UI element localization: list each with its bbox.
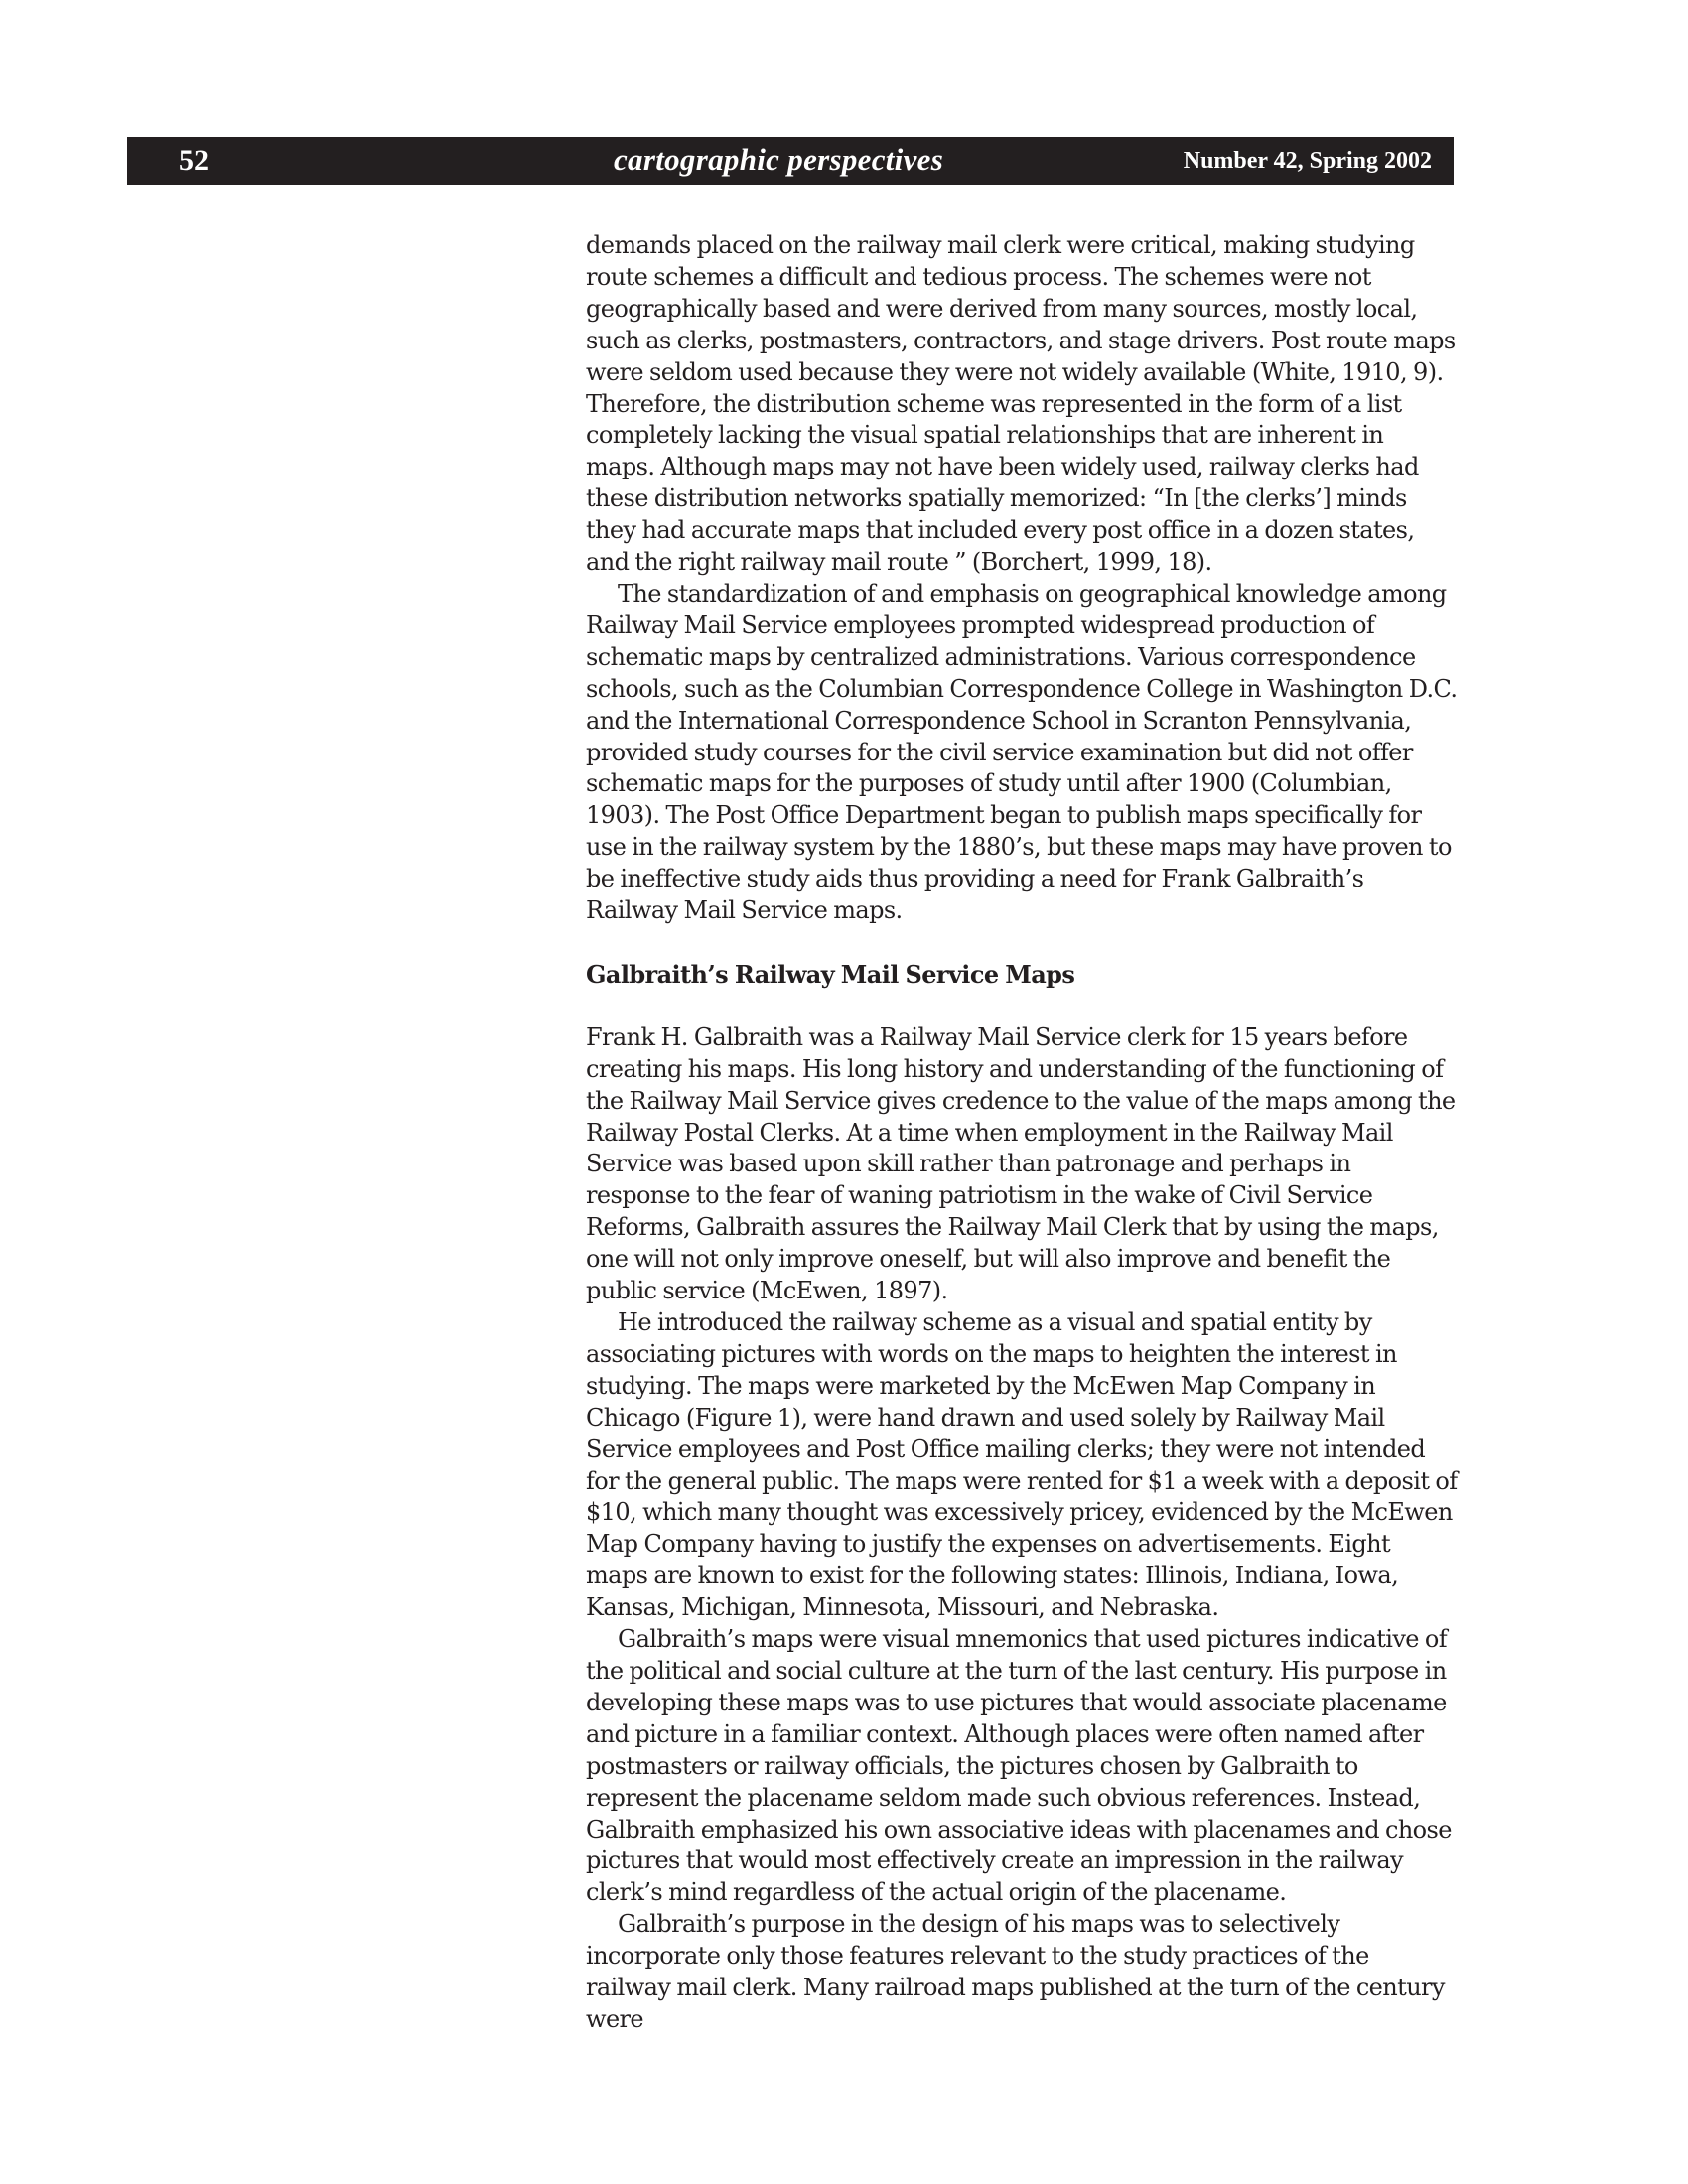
section-heading: Galbraith’s Railway Mail Service Maps (586, 959, 1075, 989)
paragraph-2: The standardization of and emphasis on geographical knowledge among Railway Mail Service employees prompted widespread production of schematic maps by centralized administrations. Various correspondence schools, such as the Columbian Correspondence College in Washington D.C. and the International Correspondence School in Scranton Pennsylvania, provided study courses for the civil service examination but did not offer schematic maps for the purposes of study until after 1900 (Columbian, 1903). The Post Office Department began to publish maps specifically for use in the railway system by the 1880’s, but these maps may have proven to be ineffective study aids thus providing a need for Frank Galbraith’s Railway Mail Service maps. (586, 579, 1458, 925)
paragraph-1: demands placed on the railway mail clerk were critical, making studying route schemes a difficult and tedious process. The schemes were not geographically based and were derived from many sources, mostly local, such as clerks, postmasters, contractors, and stage drivers. Post route maps were seldom used because they were not widely available (White, 1910, 9). Therefore, the distribution scheme was represented in the form of a list completely lacking the visual spatial relationships that are inherent in maps. Although maps may not have been widely used, railway clerks had these distribution networks spatially memorized: “In [the clerks’] minds they had accurate maps that included every post office in a dozen states, and the right railway mail route ” (Borchert, 1999, 18). (586, 231, 1456, 577)
paragraph-3: Frank H. Galbraith was a Railway Mail Service clerk for 15 years before creating his maps. His long history and understanding of the functioning of the Railway Mail Service gives credence to the value of the maps among the Railway Postal Clerks. At a time when employment in the Railway Mail Service was based upon skill rather than patronage and perhaps in response to the fear of waning patriotism in the wake of Civil Service Reforms, Galbraith assures the Railway Mail Clerk that by using the maps, one will not only improve oneself, but will also improve and benefit the public service (McEwen, 1897). (586, 1023, 1456, 1305)
running-header (127, 137, 1454, 185)
issue-info: Number 42, Spring 2002 (1183, 148, 1432, 174)
page-number: 52 (179, 144, 209, 177)
paragraph-4: He introduced the railway scheme as a visual and spatial entity by associating pictures with words on the maps to heighten the interest in studying. The maps were marketed by the McEwen Map Company in Chicago (Figure 1), were hand drawn and used solely by Railway Mail Service employees and Post Office mailing clerks; they were not intended for the general public. The maps were rented for $1 a week with a deposit of $10, which many thought was excessively pricey, evidenced by the McEwen Map Company having to justify the expenses on advertisements. Eight maps are known to exist for the following states: Illinois, Indiana, Iowa, Kansas, Michigan, Minnesota, Missouri, and Nebraska. (586, 1308, 1458, 1622)
paragraph-5: Galbraith’s maps were visual mnemonics that used pictures indicative of the political and social culture at the turn of the last century. His purpose in developing these maps was to use pictures that would associate placename and picture in a familiar context. Although places were often named after postmasters or railway officials, the pictures chosen by Galbraith to represent the placename seldom made such obvious references. Instead, Galbraith emphasized his own associative ideas with placenames and chose pictures that would most effectively create an impression in the railway clerk’s mind regardless of the actual origin of the placename. (586, 1625, 1452, 1907)
journal-title: cartographic perspectives (614, 142, 944, 177)
article-body (586, 230, 1458, 2036)
paragraph-6: Galbraith’s purpose in the design of his maps was to selectively incorporate only those features relevant to the study practices of the railway mail clerk. Many railroad maps published at the turn of the century were (586, 1910, 1445, 2033)
